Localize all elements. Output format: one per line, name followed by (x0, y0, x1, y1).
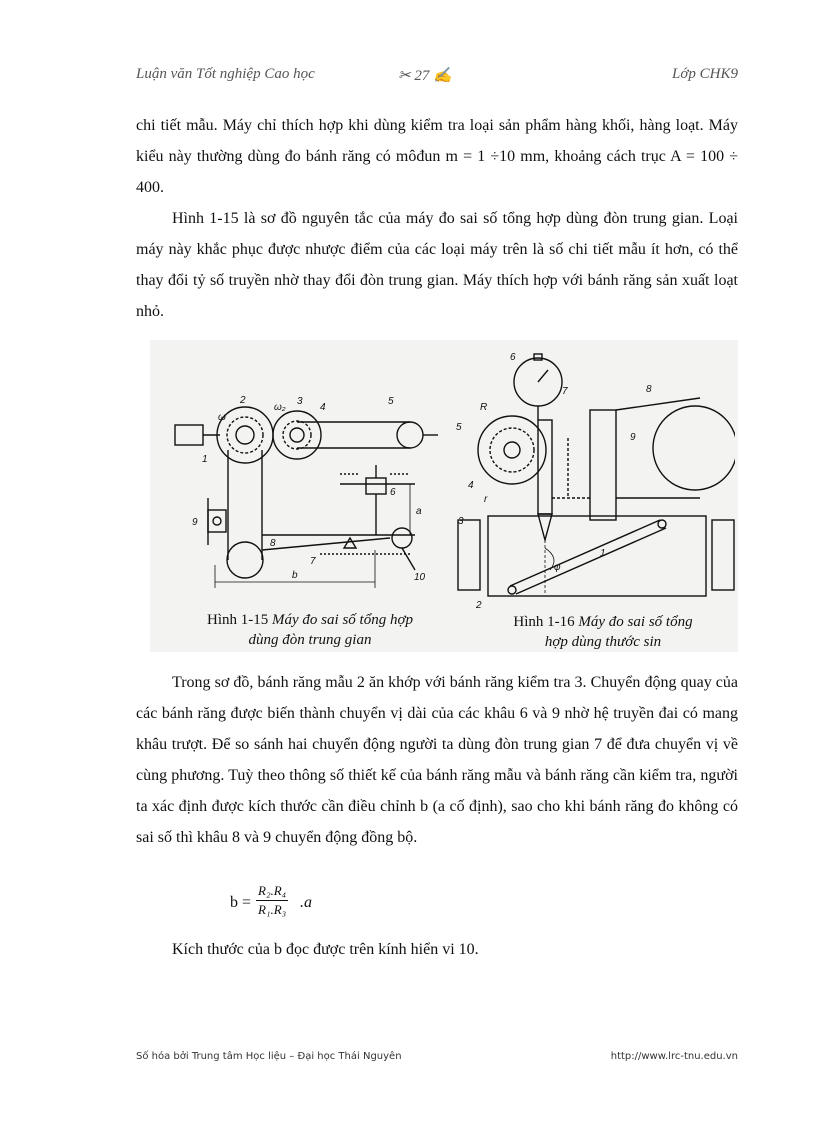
fig15-label-a: a (416, 506, 422, 517)
fig15-label-4: 4 (320, 402, 326, 413)
header-thesis-title: Luận văn Tốt nghiệp Cao học (136, 66, 315, 82)
fig16-label-1: 1 (600, 548, 606, 559)
fig16-label-phi: φ (554, 562, 561, 573)
fig15-label-7: 7 (310, 556, 316, 567)
fig15-label-5: 5 (388, 396, 394, 407)
formula-lhs: b = (230, 894, 252, 911)
figure-1-16-diagram (450, 348, 735, 610)
formula-numerator: R₂.R₄ (256, 882, 288, 901)
fig16-label-R: R (480, 402, 488, 413)
figure-1-15-caption: Hình 1-15 Máy đo sai số tổng hợp dùng đòn trung gian (207, 612, 413, 648)
header-class-name: Lớp CHK9 (672, 66, 738, 82)
scissors-icon: ✂ (398, 68, 411, 84)
header-page-number-group (398, 66, 452, 85)
fig16-label-4: 4 (468, 480, 474, 491)
paragraph-3: Trong sơ đồ, bánh răng mẫu 2 ăn khớp với bánh răng kiểm tra 3. Chuyển động quay của các bánh răng được biến thành chuyển vị dài của các khâu 6 và 9 nhờ hệ truyền đai có mang khâu trượt. Để so sánh hai chuyển động người ta dùng đòn trung gian 7 để đưa chuyển vị về cùng phương. Tuỳ theo thông số thiết kế của bánh răng mẫu và bánh răng cần kiểm tra, người ta xác định được kích thước cần điều chỉnh b (a cố định), sao cho khi bánh răng đo không có sai số thì khâu 8 và 9 chuyển động đồng bộ. (136, 674, 738, 846)
fig15-label-omega: ω (218, 412, 226, 423)
page-header (136, 66, 738, 88)
paragraph-1: chi tiết mẫu. Máy chỉ thích hợp khi dùng kiểm tra loại sản phẩm hàng khối, hàng loạt. Máy kiểu này thường dùng đo bánh răng có môđun m = 1 ÷10 mm, khoảng cách trục A = 100 ÷ 400. (136, 117, 738, 196)
fig15-label-10: 10 (414, 572, 426, 583)
paragraph-2: Hình 1-15 là sơ đồ nguyên tắc của máy đo sai số tổng hợp dùng đòn trung gian. Loại máy này khắc phục được nhược điểm của các loại máy trên là số chi tiết mẫu ít hơn, có thể thay đổi tỷ số truyền nhờ thay đổi đòn trung gian. Máy thích hợp với bánh răng sản xuất loạt nhỏ. (136, 210, 738, 320)
fig15-label-6: 6 (390, 487, 396, 498)
formula-denominator: R₁.R₃ (258, 902, 287, 917)
paragraph-4: Kích thước của b đọc được trên kính hiển vi 10. (172, 941, 479, 958)
figure-1-15-diagram (170, 370, 440, 610)
fig15-label-3: 3 (297, 396, 303, 407)
header-page-number: 27 (414, 68, 430, 84)
fig16-label-6: 6 (510, 352, 516, 363)
footer-url-link[interactable]: http://www.lrc-tnu.edu.vn (610, 1051, 738, 1062)
page-footer (136, 1051, 738, 1067)
fig15-label-b: b (292, 570, 298, 581)
formula-tail: .a (300, 894, 312, 911)
fig16-label-3: 3 (458, 516, 464, 527)
fig16-label-r: r (484, 494, 488, 505)
fig16-label-8: 8 (646, 384, 652, 395)
figure-1-16-caption: Hình 1-16 Máy đo sai số tổng hợp dùng thước sin (513, 614, 693, 650)
pen-icon: ✍ (433, 68, 452, 84)
footer-source: Số hóa bởi Trung tâm Học liệu – Đại học Thái Nguyên (136, 1051, 402, 1062)
fig16-label-2: 2 (476, 600, 482, 610)
fig16-label-9: 9 (630, 432, 636, 443)
fig16-label-7: 7 (562, 386, 568, 397)
fig15-label-1: 1 (202, 454, 208, 465)
figure-area (150, 340, 738, 652)
fig16-label-5: 5 (456, 422, 462, 433)
fig15-label-8: 8 (270, 538, 276, 549)
formula-fraction (256, 882, 288, 919)
fig15-label-2: 2 (240, 395, 246, 406)
fig15-label-omega2: ω₂ (274, 402, 286, 413)
fig15-label-9: 9 (192, 517, 198, 528)
